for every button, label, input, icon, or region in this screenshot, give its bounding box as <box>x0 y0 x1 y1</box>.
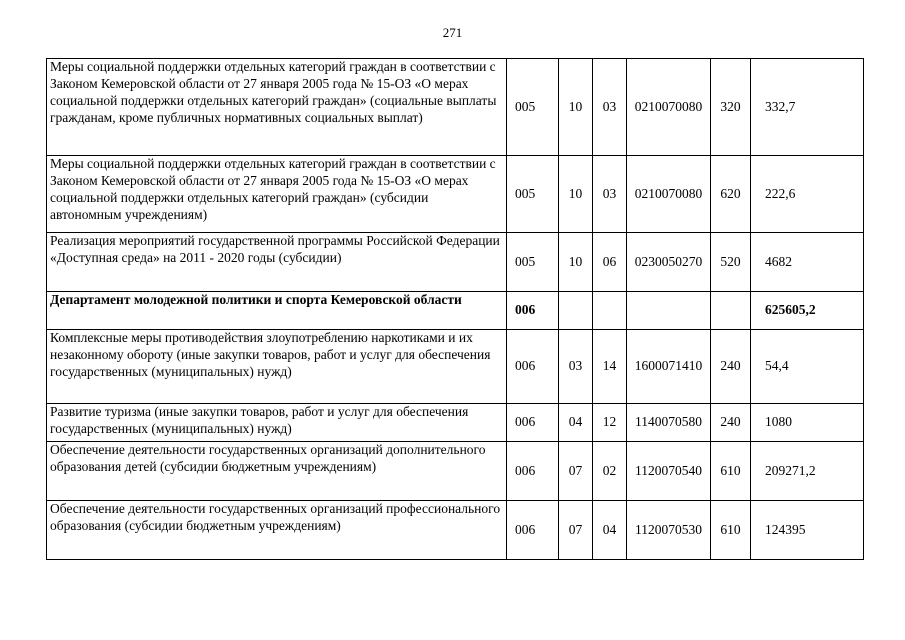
target-code-cell: 1140070580 <box>627 404 711 442</box>
target-code-cell: 1120070530 <box>627 501 711 560</box>
expense-type-code-cell <box>711 292 751 330</box>
section-code-cell: 04 <box>559 404 593 442</box>
table-row <box>47 501 864 560</box>
amount-cell: 4682 <box>751 233 864 292</box>
subsection-code-cell: 12 <box>593 404 627 442</box>
ministry-code-cell: 006 <box>507 501 559 560</box>
expense-name-cell: Развитие туризма (иные закупки товаров, работ и услуг для обеспечения государственных (муниципальных) нужд) <box>47 404 507 442</box>
table-row <box>47 404 864 442</box>
section-code-cell <box>559 292 593 330</box>
expense-type-code-cell: 620 <box>711 156 751 233</box>
amount-cell: 54,4 <box>751 330 864 404</box>
amount-cell: 209271,2 <box>751 442 864 501</box>
subsection-code-cell: 03 <box>593 59 627 156</box>
target-code-cell: 0230050270 <box>627 233 711 292</box>
expense-type-code-cell: 610 <box>711 442 751 501</box>
expense-type-code-cell: 610 <box>711 501 751 560</box>
ministry-code-cell: 005 <box>507 59 559 156</box>
table-row <box>47 442 864 501</box>
amount-cell: 625605,2 <box>751 292 864 330</box>
target-code-cell: 0210070080 <box>627 59 711 156</box>
expense-type-code-cell: 320 <box>711 59 751 156</box>
amount-cell: 222,6 <box>751 156 864 233</box>
amount-cell: 332,7 <box>751 59 864 156</box>
subsection-code-cell: 02 <box>593 442 627 501</box>
table-row <box>47 330 864 404</box>
amount-cell: 1080 <box>751 404 864 442</box>
expense-name-cell: Обеспечение деятельности государственных организаций дополнительного образования детей (субсидии бюджетным учреждениям) <box>47 442 507 501</box>
section-code-cell: 10 <box>559 233 593 292</box>
expense-name-cell: Меры социальной поддержки отдельных категорий граждан в соответствии с Законом Кемеровской области от 27 января 2005 года № 15-ОЗ «О мерах социальной поддержки отдельных категорий граждан» (субсидии автономным учреждениям) <box>47 156 507 233</box>
page-number: 271 <box>442 25 463 40</box>
table-row <box>47 233 864 292</box>
subsection-code-cell: 03 <box>593 156 627 233</box>
ministry-code-cell: 006 <box>507 292 559 330</box>
budget-table-body <box>47 59 864 560</box>
target-code-cell: 1600071410 <box>627 330 711 404</box>
section-code-cell: 10 <box>559 59 593 156</box>
section-code-cell: 03 <box>559 330 593 404</box>
subsection-code-cell: 04 <box>593 501 627 560</box>
expense-type-code-cell: 520 <box>711 233 751 292</box>
expense-name-cell: Реализация мероприятий государственной программы Российской Федерации «Доступная среда» на 2011 - 2020 годы (субсидии) <box>47 233 507 292</box>
ministry-code-cell: 005 <box>507 233 559 292</box>
subsection-code-cell: 14 <box>593 330 627 404</box>
department-row <box>47 292 864 330</box>
section-code-cell: 10 <box>559 156 593 233</box>
subsection-code-cell: 06 <box>593 233 627 292</box>
subsection-code-cell <box>593 292 627 330</box>
expense-name-cell: Комплексные меры противодействия злоупотреблению наркотиками и их незаконному обороту (иные закупки товаров, работ и услуг для обеспечения государственных (муниципальных) нужд) <box>47 330 507 404</box>
amount-cell: 124395 <box>751 501 864 560</box>
section-code-cell: 07 <box>559 442 593 501</box>
expense-type-code-cell: 240 <box>711 404 751 442</box>
budget-table <box>46 58 864 560</box>
ministry-code-cell: 006 <box>507 442 559 501</box>
expense-name-cell: Меры социальной поддержки отдельных категорий граждан в соответствии с Законом Кемеровской области от 27 января 2005 года № 15-ОЗ «О мерах социальной поддержки отдельных категорий граждан» (социальные выплаты гражданам, кроме публичных нормативных социальных выплат) <box>47 59 507 156</box>
target-code-cell <box>627 292 711 330</box>
expense-name-cell: Департамент молодежной политики и спорта Кемеровской области <box>47 292 507 330</box>
ministry-code-cell: 006 <box>507 330 559 404</box>
expense-type-code-cell: 240 <box>711 330 751 404</box>
ministry-code-cell: 005 <box>507 156 559 233</box>
table-row <box>47 156 864 233</box>
target-code-cell: 1120070540 <box>627 442 711 501</box>
table-row <box>47 59 864 156</box>
section-code-cell: 07 <box>559 501 593 560</box>
expense-name-cell: Обеспечение деятельности государственных организаций профессионального образования (субсидии бюджетным учреждениям) <box>47 501 507 560</box>
ministry-code-cell: 006 <box>507 404 559 442</box>
target-code-cell: 0210070080 <box>627 156 711 233</box>
